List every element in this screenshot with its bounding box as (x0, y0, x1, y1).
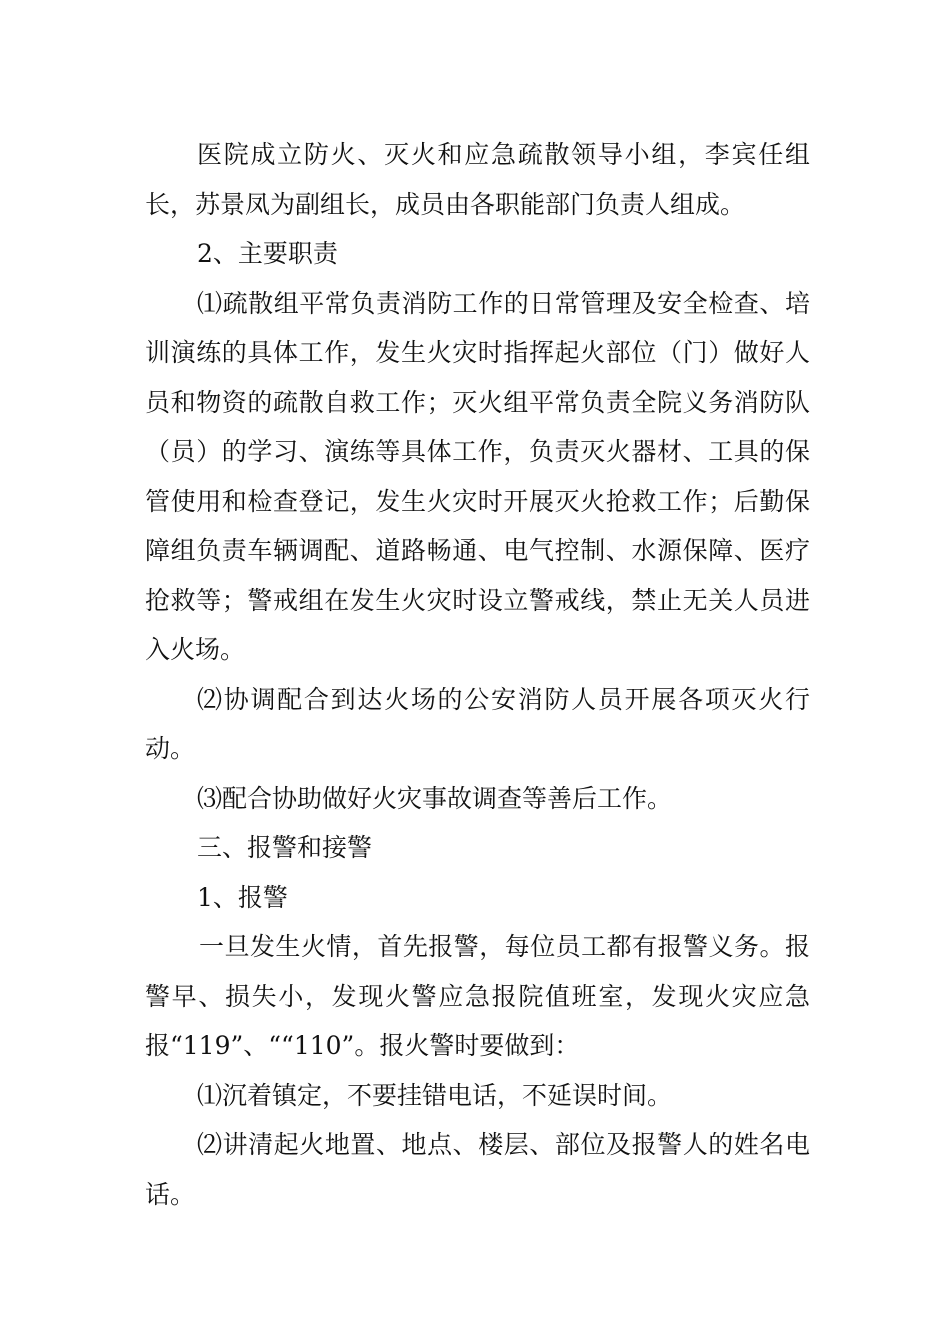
paragraph-duty-2: ⑵协调配合到达火场的公安消防人员开展各项灭火行动。 (145, 684, 810, 763)
paragraph-duty-3: ⑶配合协助做好火灾事故调查等善后工作。 (197, 783, 673, 813)
paragraph-alarm-rule-1: ⑴沉着镇定，不要挂错电话，不延误时间。 (197, 1080, 673, 1110)
document-body (145, 130, 810, 1219)
paragraph-leadership-group: 医院成立防火、灭火和应急疏散领导小组，李宾任组长，苏景凤为副组长，成员由各职能部门负责人组成。 (145, 140, 810, 219)
paragraph-alarm-intro: 一旦发生火情，首先报警，每位员工都有报警义务。报警早、损失小，发现火警应急报院值班室，发现火灾应急报“119”、““110”。报火警时要做到： (145, 932, 810, 1060)
paragraph-alarm-rule-2: ⑵讲清起火地置、地点、楼层、部位及报警人的姓名电话。 (145, 1130, 810, 1209)
heading-alarm: 1、报警 (197, 882, 288, 912)
heading-alarm-section: 三、报警和接警 (197, 833, 373, 862)
heading-main-duties: 2、主要职责 (197, 239, 338, 268)
paragraph-duty-1: ⑴疏散组平常负责消防工作的日常管理及安全检查、培训演练的具体工作，发生火灾时指挥起火部位（门）做好人员和物资的疏散自救工作；灭火组平常负责全院义务消防队（员）的学习、演练等具体工作，负责灭火器材、工具的保管使用和检查登记，发生火灾时开展灭火抢救工作；后勤保障组负责车辆调配、道路畅通、电气控制、水源保障、医疗抢救等；警戒组在发生火灾时设立警戒线，禁止无关人员进入火场。 (145, 288, 810, 664)
